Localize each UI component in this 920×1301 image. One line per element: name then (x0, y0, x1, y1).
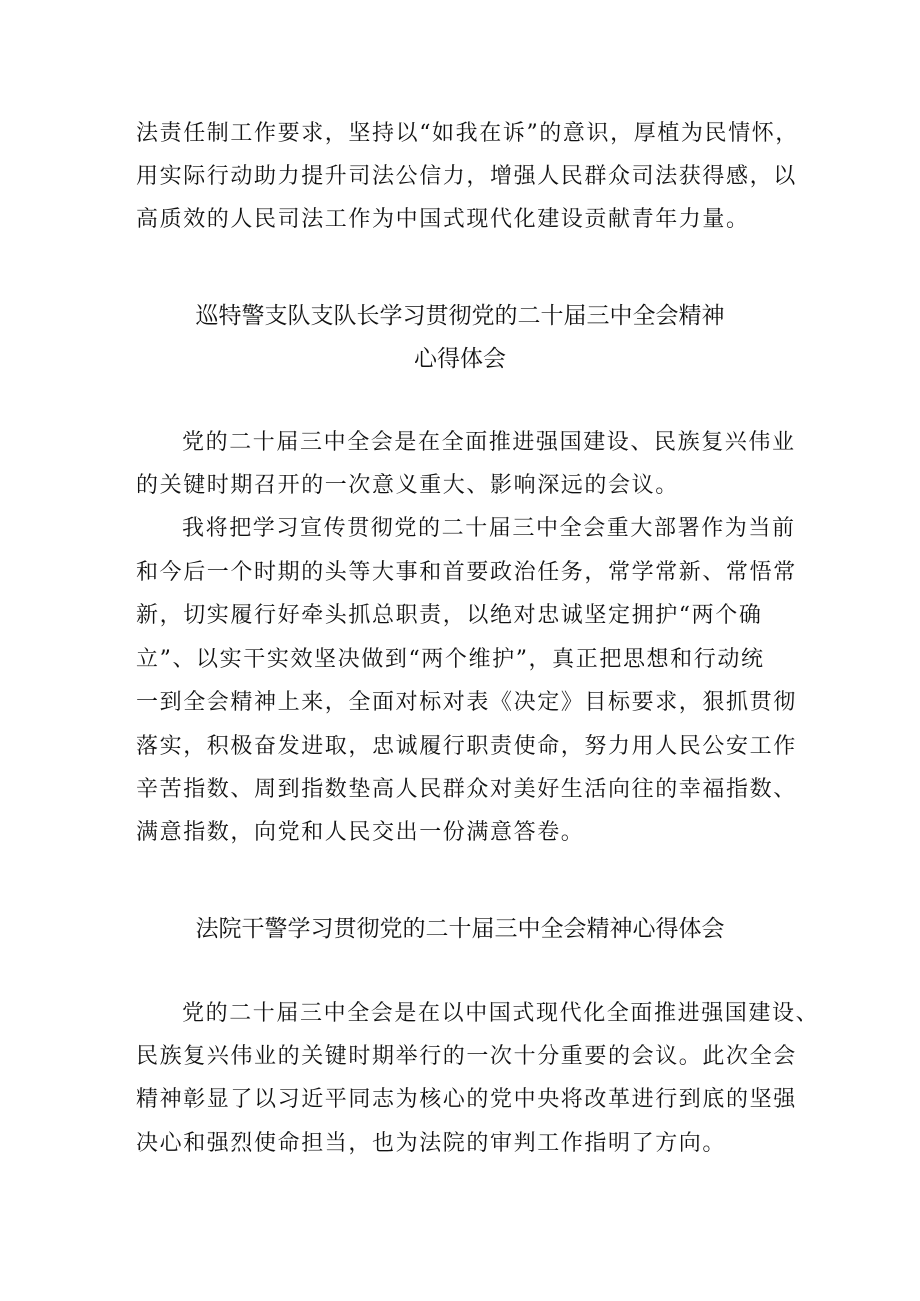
continuation-line-3: 高质效的人民司法工作为中国式现代化建设贡献青年力量。 (136, 207, 750, 232)
section1-para1-line-1: 党的二十届三中全会是在全面推进强国建设、民族复兴伟业 (182, 430, 796, 455)
section2-para1-line-3: 精神彰显了以习近平同志为核心的党中央将改革进行到底的坚强 (136, 1087, 797, 1112)
continuation-line-2: 用实际行动助力提升司法公信力，增强人民群众司法获得感，以 (136, 164, 797, 189)
section1-para1-line-2: 的关键时期召开的一次意义重大、影响深远的会议。 (136, 473, 679, 498)
section2-para1-line-1: 党的二十届三中全会是在以中国式现代化全面推进强国建设、 (182, 1001, 820, 1026)
section1-para2-line-3: 新，切实履行好牵头抓总职责，以绝对忠诚坚定拥护“两个确 (136, 603, 763, 628)
section1-para2-line-6: 落实，积极奋发进取，忠诚履行职责使命，努力用人民公安工作 (136, 734, 797, 759)
section1-title-line-1: 巡特警支队支队长学习贯彻党的二十届三中全会精神 (195, 303, 725, 329)
section2-title: 法院干警学习贯彻党的二十届三中全会精神心得体会 (195, 916, 725, 942)
section1-para2-line-2: 和今后一个时期的头等大事和首要政治任务，常学常新、常悟常 (136, 560, 797, 585)
section1-para2-line-8: 满意指数，向党和人民交出一份满意答卷。 (136, 820, 585, 845)
section1-para2-line-5: 一到全会精神上来，全面对标对表《决定》目标要求，狠抓贯彻 (136, 690, 797, 715)
section2-para1-line-4: 决心和强烈使命担当，也为法院的审判工作指明了方向。 (136, 1131, 727, 1156)
section1-para2-line-4: 立”、以实干实效坚决做到“两个维护”，真正把思想和行动统 (136, 647, 765, 672)
section1-para2-line-1: 我将把学习宣传贯彻党的二十届三中全会重大部署作为当前 (182, 516, 796, 541)
continuation-line-1: 法责任制工作要求，坚持以“如我在诉”的意识，厚植为民情怀， (136, 121, 799, 146)
section2-para1-line-2: 民族复兴伟业的关键时期举行的一次十分重要的会议。此次全会 (136, 1044, 797, 1069)
section1-title-line-2: 心得体会 (414, 346, 506, 372)
section1-para2-line-7: 辛苦指数、周到指数垫高人民群众对美好生活向往的幸福指数、 (136, 777, 797, 802)
